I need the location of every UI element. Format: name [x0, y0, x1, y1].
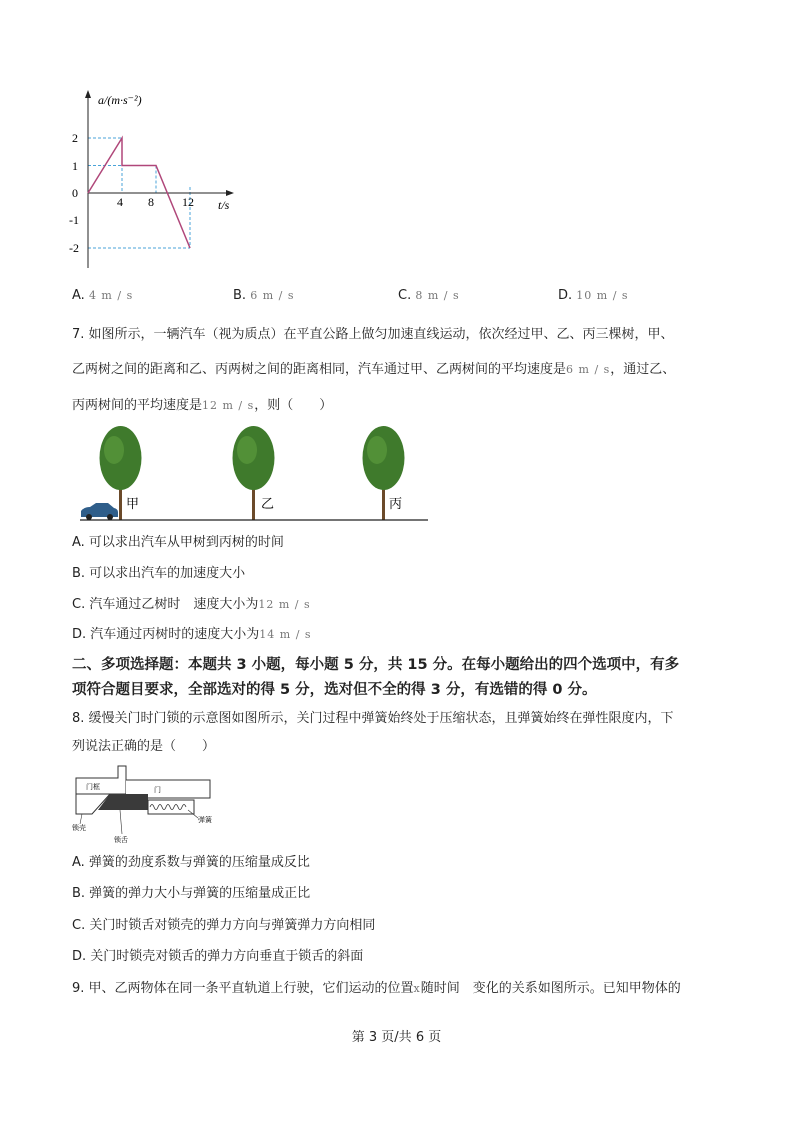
- section-2-heading-line-2: 项符合题目要求，全部选对的得 5 分，选对但不全的得 3 分，有选错的得 0 分。: [72, 682, 597, 698]
- y-tick-neg2: -2: [69, 241, 79, 255]
- acceleration-time-graph: [60, 88, 250, 273]
- car-icon: [81, 503, 118, 520]
- y-tick-0: 0: [72, 186, 78, 200]
- q7-option-c: C. 汽车通过乙树时 速度大小为12 m / s: [72, 597, 311, 612]
- page-footer: 第 3 页/共 6 页: [351, 1030, 442, 1045]
- y-axis-arrow: [85, 90, 91, 98]
- trees-road-figure: [76, 422, 432, 524]
- q8-line-1: 8. 缓慢关门时门锁的示意图如图所示，关门过程中弹簧始终处于压缩状态，且弹簧始终在弹性限度内，下: [72, 711, 674, 726]
- q6-option-a: A. 4 m / s: [72, 288, 134, 303]
- tree-label-yi: 乙: [261, 496, 275, 511]
- y-axis-label: a/(m·s⁻²): [98, 93, 142, 107]
- q7-line-3: 丙两树间的平均速度是12 m / s，则（ ）: [72, 398, 333, 413]
- y-tick-1: 1: [72, 159, 78, 173]
- q9-line-1: 9. 甲、乙两物体在同一条平直轨道上行驶，它们运动的位置x随时间 变化的关系如图所示。已知甲物体的: [72, 981, 681, 996]
- label-frame: 门框: [86, 783, 100, 791]
- q8-option-d: D. 关门时锁壳对锁舌的弹力方向垂直于锁舌的斜面: [72, 949, 364, 964]
- x-tick-4: 4: [117, 195, 123, 209]
- y-tick-2: 2: [72, 131, 78, 145]
- leader-shell: [80, 814, 82, 824]
- section-2-heading-line-1: 二、多项选择题：本题共 3 小题，每小题 5 分，共 15 分。在每小题给出的四个选项中，有多: [72, 657, 680, 673]
- leader-tongue: [120, 810, 122, 834]
- q7-line-2: 乙两树之间的距离和乙、丙两树之间的距离相同，汽车通过甲、乙两树间的平均速度是6 m / s，通过乙、: [72, 362, 676, 377]
- label-tongue: 锁舌: [114, 836, 128, 844]
- q7-option-a: A. 可以求出汽车从甲树到丙树的时间: [72, 535, 284, 550]
- q6-option-b: B. 6 m / s: [233, 288, 295, 303]
- x-axis-arrow: [226, 190, 234, 196]
- label-spring: 弹簧: [198, 816, 212, 824]
- door-lock-figure: [70, 764, 220, 844]
- q8-option-a: A. 弹簧的劲度系数与弹簧的压缩量成反比: [72, 855, 310, 870]
- q6-option-d: D. 10 m / s: [558, 288, 629, 303]
- y-tick-neg1: -1: [69, 213, 79, 227]
- q8-option-c: C. 关门时锁舌对锁壳的弹力方向与弹簧弹力方向相同: [72, 918, 376, 933]
- tree-label-bing: 丙: [389, 496, 403, 511]
- q7-option-d: D. 汽车通过丙树时的速度大小为14 m / s: [72, 627, 312, 642]
- x-axis-label: t/s: [218, 198, 230, 212]
- label-door: 门: [154, 786, 161, 794]
- x-tick-8: 8: [148, 195, 154, 209]
- tree-label-jia: 甲: [126, 496, 140, 511]
- door-frame: [76, 766, 126, 794]
- q7-option-b: B. 可以求出汽车的加速度大小: [72, 566, 246, 581]
- q8-option-b: B. 弹簧的弹力大小与弹簧的压缩量成正比: [72, 886, 311, 901]
- lock-body: [148, 800, 194, 814]
- q7-line-1: 7. 如图所示，一辆汽车（视为质点）在平直公路上做匀加速直线运动，依次经过甲、乙、丙三棵树，甲、: [72, 327, 674, 342]
- label-shell: 锁壳: [72, 824, 86, 832]
- x-tick-12: 12: [182, 195, 194, 209]
- q6-option-c: C. 8 m / s: [398, 288, 460, 303]
- q8-line-2: 列说法正确的是（ ）: [72, 739, 216, 754]
